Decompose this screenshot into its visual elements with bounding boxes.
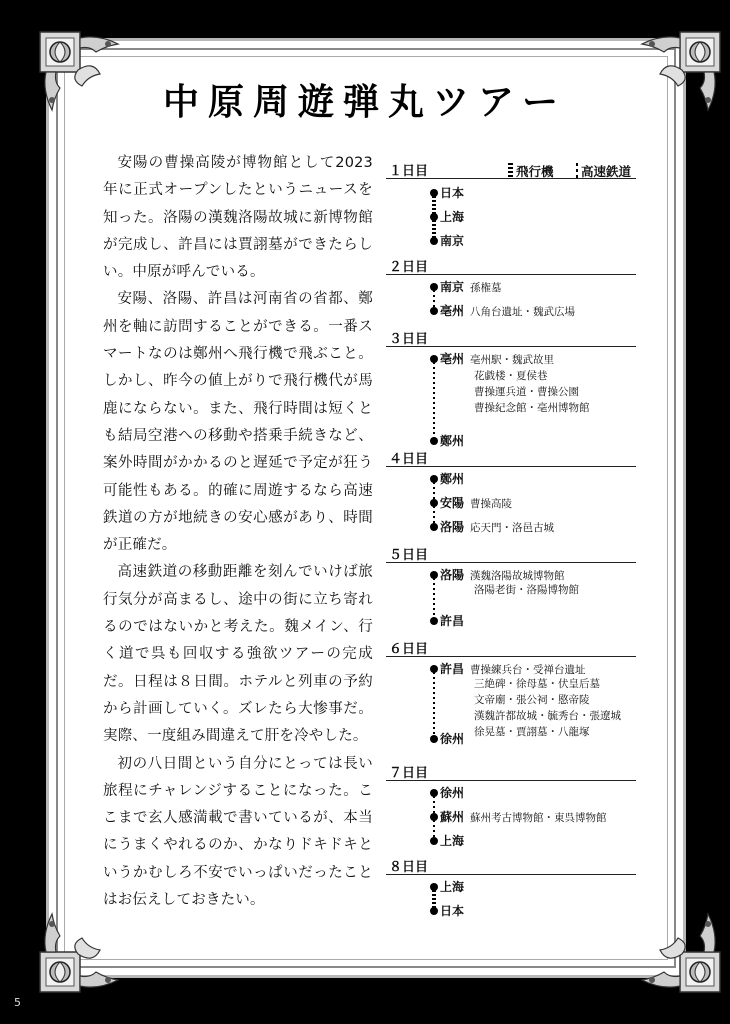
stop-dot-icon bbox=[430, 907, 438, 915]
stop-note-continued: 洛陽老街・洛陽博物館 bbox=[474, 584, 579, 596]
stop-note: 漢魏洛陽故城博物館 bbox=[470, 570, 565, 582]
paragraph: 初の八日間という自分にとっては長い旅程にチャレンジすることになった。ここまで玄人感満載で書いているが、本当にうまくやれるのか、かなりドキドキというかむしろ不安でいっぱいだったことはお伝えしておきたい。 bbox=[103, 755, 373, 909]
day-8 bbox=[386, 856, 636, 918]
itinerary-stop bbox=[430, 878, 464, 895]
itinerary-stop bbox=[430, 902, 464, 919]
stop-note-continued: 曹操紀念館・亳州博物館 bbox=[474, 402, 590, 414]
ornament-corner-top-right bbox=[632, 30, 722, 120]
itinerary-stop bbox=[430, 278, 502, 295]
legend-plane: 飛行機 bbox=[508, 162, 554, 180]
itinerary-stop bbox=[430, 832, 464, 849]
itinerary-stop bbox=[430, 208, 464, 225]
stop-note-continued: 文帝廟・張公祠・愍帝陵 bbox=[474, 694, 590, 706]
stop-dot-icon bbox=[430, 571, 438, 579]
stop-city: 亳州 bbox=[440, 304, 465, 318]
day-5 bbox=[386, 544, 636, 628]
day-heading: ４日目 bbox=[386, 448, 636, 467]
stop-note-continued: 花戯楼・夏侯巷 bbox=[474, 370, 548, 382]
itinerary-stop bbox=[430, 350, 554, 367]
stop-note: 亳州駅・魏武故里 bbox=[470, 354, 555, 366]
stop-city: 洛陽 bbox=[440, 520, 465, 534]
stop-city: 蘇州 bbox=[440, 810, 465, 824]
itinerary-stop bbox=[430, 184, 464, 201]
itinerary-stop bbox=[430, 232, 464, 249]
stop-note-continued: 曹操運兵道・曹操公園 bbox=[474, 386, 579, 398]
stop-city: 日本 bbox=[440, 904, 465, 918]
itinerary-stop bbox=[430, 432, 464, 449]
stop-city: 日本 bbox=[440, 186, 465, 200]
ornament-corner-bottom-right bbox=[632, 904, 722, 994]
stop-dot-icon bbox=[430, 837, 438, 845]
itinerary-stop bbox=[430, 518, 554, 535]
day-7 bbox=[386, 762, 636, 848]
stop-dot-icon bbox=[430, 283, 438, 291]
day-6 bbox=[386, 638, 636, 746]
day-heading: ６日目 bbox=[386, 638, 636, 657]
itinerary-stop bbox=[430, 494, 512, 511]
stop-dot-icon bbox=[430, 475, 438, 483]
stop-dot-icon bbox=[430, 665, 438, 673]
itinerary-stop bbox=[430, 730, 464, 747]
stop-dot-icon bbox=[430, 883, 438, 891]
stop-dot-icon bbox=[430, 523, 438, 531]
stop-dot-icon bbox=[430, 437, 438, 445]
stop-city: 許昌 bbox=[440, 662, 465, 676]
day-heading: ５日目 bbox=[386, 544, 636, 563]
stop-city: 洛陽 bbox=[440, 568, 465, 582]
ornament-corner-bottom-left bbox=[38, 904, 128, 994]
legend-rail: 高速鉄道 bbox=[576, 162, 631, 180]
itinerary-stop bbox=[430, 784, 464, 801]
stop-note: 曹操高陵 bbox=[470, 498, 513, 510]
day-4 bbox=[386, 448, 636, 534]
stop-note-continued: 漢魏許都故城・毓秀台・張遼城 bbox=[474, 710, 621, 722]
stop-city: 上海 bbox=[440, 834, 465, 848]
stop-note: 八角台遺址・魏武広場 bbox=[470, 306, 576, 318]
itinerary-stop bbox=[430, 302, 575, 319]
day-heading: ３日目 bbox=[386, 328, 636, 347]
page-title: 中原周遊弾丸ツアー bbox=[163, 82, 567, 123]
stop-city: 徐州 bbox=[440, 732, 465, 746]
stop-note-continued: 徐晃墓・賈詡墓・八龍塚 bbox=[474, 726, 590, 738]
day-heading: ８日目 bbox=[386, 856, 636, 875]
stop-city: 安陽 bbox=[440, 496, 465, 510]
paragraph: 安陽の曹操高陵が博物館として2023年に正式オープンしたというニュースを知った。洛陽の漢魏洛陽故城に新博物館が完成し、許昌には賈詡墓ができたらしい。中原が呼んでいる。 bbox=[103, 155, 373, 281]
rail-route-line bbox=[433, 672, 435, 736]
stop-city: 南京 bbox=[440, 280, 465, 294]
day-2 bbox=[386, 256, 636, 318]
day-heading: ２日目 bbox=[386, 256, 636, 275]
stop-dot-icon bbox=[430, 213, 438, 221]
ornament-corner-top-left bbox=[38, 30, 128, 120]
stop-note: 蘇州考古博物館・東呉博物館 bbox=[470, 812, 607, 824]
day-heading: １日目 bbox=[386, 160, 636, 179]
stop-city: 上海 bbox=[440, 880, 465, 894]
day-heading: ７日目 bbox=[386, 762, 636, 781]
paragraph: 安陽、洛陽、許昌は河南省の省都、鄭州を軸に訪問することができる。一番スマートなのは鄭州へ飛行機で飛ぶこと。しかし、昨今の値上がりで飛行機代が馬鹿にならない。また、飛行時間は短くとも結局空港への移動や搭乗手続きなど、案外時間がかかるのと遅延で予定が狂う可能性もある。的確に周遊するなら高速鉄道の方が地続きの安心感があり、時間が正確だ。 bbox=[103, 291, 373, 554]
itinerary-stop bbox=[430, 566, 565, 583]
page-number: 5 bbox=[14, 996, 21, 1009]
stop-dot-icon bbox=[430, 813, 438, 821]
stop-dot-icon bbox=[430, 189, 438, 197]
itinerary-stop bbox=[430, 612, 464, 629]
stop-note: 孫権墓 bbox=[470, 282, 502, 294]
stop-dot-icon bbox=[430, 499, 438, 507]
day-1 bbox=[386, 160, 636, 248]
stop-city: 徐州 bbox=[440, 786, 465, 800]
itinerary-stop bbox=[430, 808, 607, 825]
stop-note-continued: 三絶碑・徐母墓・伏皇后墓 bbox=[474, 678, 600, 690]
paragraph: 高速鉄道の移動距離を刻んでいけば旅行気分が高まるし、途中の街に立ち寄れるのではないかと考えた。魏メイン、行く道で呉も回収する強欲ツアーの完成だ。日程は８日間。ホテルと列車の予約から計画していく。ズレたら大惨事だ。実際、一度組み間違えて肝を冷やした。 bbox=[103, 564, 373, 745]
rail-route-line bbox=[433, 362, 435, 438]
article-body bbox=[103, 150, 373, 914]
stop-city: 亳州 bbox=[440, 352, 465, 366]
itinerary-stop bbox=[430, 470, 464, 487]
stop-dot-icon bbox=[430, 789, 438, 797]
stop-city: 鄭州 bbox=[440, 434, 465, 448]
stop-note: 応天門・洛邑古城 bbox=[470, 522, 555, 534]
stop-note: 曹操練兵台・受禅台遺址 bbox=[470, 664, 586, 676]
stop-dot-icon bbox=[430, 617, 438, 625]
itinerary-stop bbox=[430, 660, 586, 677]
stop-dot-icon bbox=[430, 237, 438, 245]
stop-city: 鄭州 bbox=[440, 472, 465, 486]
stop-city: 許昌 bbox=[440, 614, 465, 628]
stop-dot-icon bbox=[430, 735, 438, 743]
day-3 bbox=[386, 328, 636, 448]
stop-dot-icon bbox=[430, 307, 438, 315]
stop-dot-icon bbox=[430, 355, 438, 363]
stop-city: 上海 bbox=[440, 210, 465, 224]
stop-city: 南京 bbox=[440, 234, 465, 248]
